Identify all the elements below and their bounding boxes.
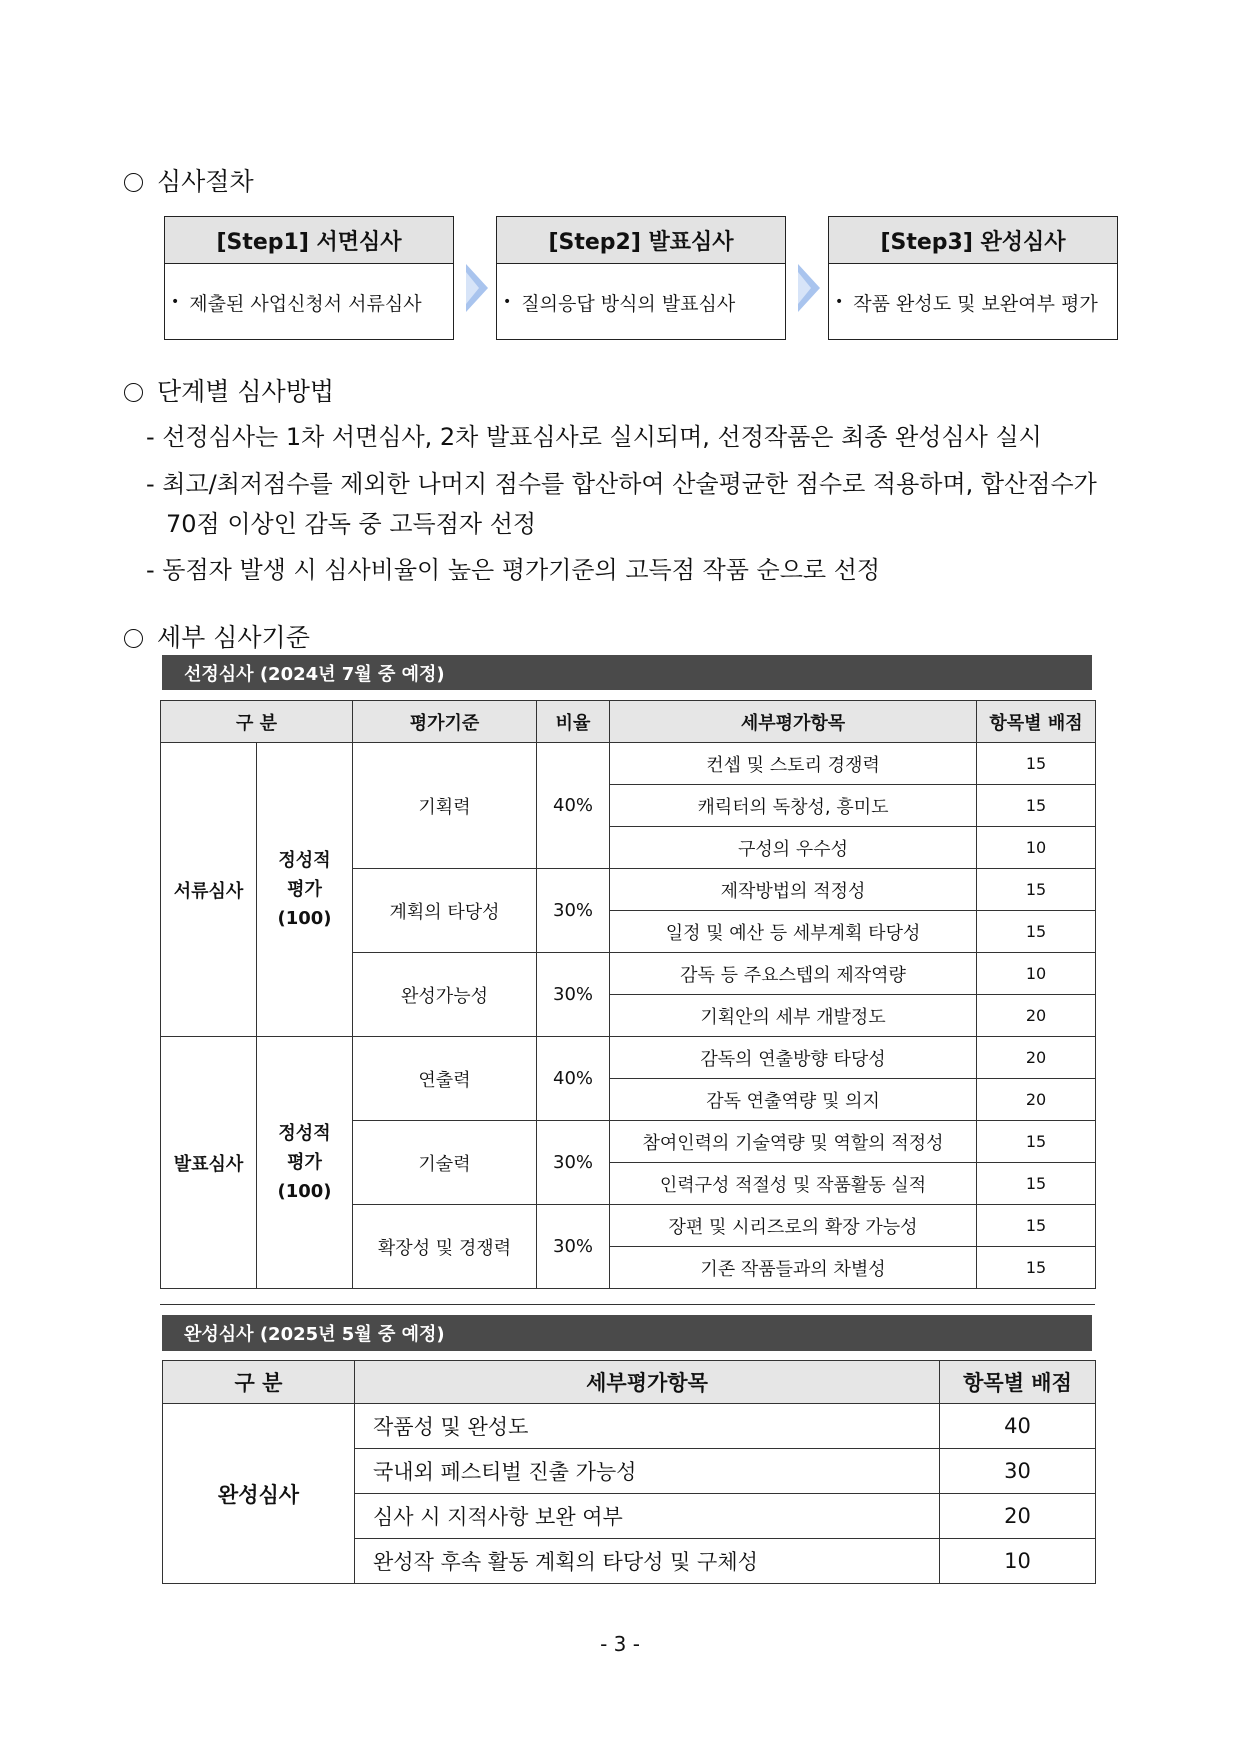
step-desc-row [829, 264, 1117, 340]
eval-type-line: 평가 [287, 879, 322, 900]
table-separator-line [160, 1304, 1095, 1305]
eval-type-line: 평가 [287, 1152, 322, 1173]
ratio-cell: 40% [537, 1037, 610, 1121]
header-criteria: 평가기준 [353, 701, 537, 743]
score-cell: 30 [940, 1449, 1096, 1494]
item-cell: 감독의 연출방향 타당성 [610, 1037, 977, 1079]
section-heading-text: 세부 심사기준 [157, 623, 310, 652]
eval-type-line: 정성적 [278, 1123, 331, 1144]
score-cell: 20 [940, 1494, 1096, 1539]
score-cell: 15 [977, 1163, 1096, 1205]
chevron-right-icon [466, 264, 488, 312]
bullet-dot: • [503, 294, 512, 310]
criteria-cell: 연출력 [353, 1037, 537, 1121]
step-box-2 [496, 216, 786, 340]
eval-type-cell [257, 1037, 353, 1289]
eval-type-line: (100) [277, 1181, 332, 1202]
criteria-cell: 기획력 [353, 743, 537, 869]
bullet-dot: • [835, 294, 844, 310]
page-number: - 3 - [600, 1632, 640, 1656]
eval-type-cell [257, 743, 353, 1037]
step-box-1 [164, 216, 454, 340]
ratio-cell: 30% [537, 953, 610, 1037]
section-heading-text: 심사절차 [157, 167, 254, 196]
method-line-3: - 동점자 발생 시 심사비율이 높은 평가기준의 고득점 작품 순으로 선정 [146, 556, 881, 584]
score-cell: 20 [977, 1037, 1096, 1079]
item-cell: 제작방법의 적정성 [610, 869, 977, 911]
score-cell: 15 [977, 785, 1096, 827]
item-cell: 컨셉 및 스토리 경쟁력 [610, 743, 977, 785]
ratio-cell: 30% [537, 1205, 610, 1289]
step-desc-row [165, 264, 453, 340]
section-heading-text: 단계별 심사방법 [157, 377, 334, 406]
score-cell: 10 [977, 953, 1096, 995]
score-cell: 10 [940, 1539, 1096, 1584]
score-cell: 15 [977, 1247, 1096, 1289]
header-category: 구 분 [161, 701, 353, 743]
step-title: [Step1] 서면심사 [165, 217, 453, 264]
table-header-row [163, 1361, 1096, 1404]
table-row [161, 1037, 1096, 1079]
step-desc-row [497, 264, 785, 340]
table-header-row [161, 701, 1096, 743]
stage-cell: 완성심사 [163, 1404, 355, 1584]
item-cell: 심사 시 지적사항 보완 여부 [355, 1494, 940, 1539]
item-cell: 기획안의 세부 개발정도 [610, 995, 977, 1037]
criteria-cell: 기술력 [353, 1121, 537, 1205]
method-line-2: - 최고/최저점수를 제외한 나머지 점수를 합산하여 산술평균한 점수로 적용하며, 합산점수가 [146, 470, 1097, 498]
item-cell: 구성의 우수성 [610, 827, 977, 869]
ratio-cell: 30% [537, 869, 610, 953]
score-cell: 10 [977, 827, 1096, 869]
step-title: [Step3] 완성심사 [829, 217, 1117, 264]
header-score: 항목별 배점 [940, 1361, 1096, 1404]
score-cell: 15 [977, 743, 1096, 785]
step-desc: 작품 완성도 및 보완여부 평가 [853, 292, 1098, 315]
header-category: 구 분 [163, 1361, 355, 1404]
header-detail-item: 세부평가항목 [355, 1361, 940, 1404]
section-heading-method [124, 376, 334, 408]
table-row [163, 1404, 1096, 1449]
stage-cell: 발표심사 [161, 1037, 257, 1289]
ratio-cell: 30% [537, 1121, 610, 1205]
item-cell: 작품성 및 완성도 [355, 1404, 940, 1449]
selection-criteria-table [160, 700, 1096, 1289]
eval-type-line: (100) [277, 908, 332, 929]
circle-bullet-icon [124, 173, 143, 192]
criteria-cell: 확장성 및 경쟁력 [353, 1205, 537, 1289]
section-heading-criteria [124, 622, 310, 654]
item-cell: 인력구성 적절성 및 작품활동 실적 [610, 1163, 977, 1205]
item-cell: 캐릭터의 독창성, 흥미도 [610, 785, 977, 827]
header-ratio: 비율 [537, 701, 610, 743]
table-row [161, 743, 1096, 785]
item-cell: 감독 등 주요스텝의 제작역량 [610, 953, 977, 995]
chevron-right-icon [798, 264, 820, 312]
method-line-1: - 선정심사는 1차 서면심사, 2차 발표심사로 실시되며, 선정작품은 최종 완성심사 실시 [146, 423, 1042, 451]
score-cell: 40 [940, 1404, 1096, 1449]
ratio-cell: 40% [537, 743, 610, 869]
header-detail-item: 세부평가항목 [610, 701, 977, 743]
section-heading-procedure [124, 166, 254, 198]
completion-criteria-table [162, 1360, 1096, 1584]
score-cell: 15 [977, 1205, 1096, 1247]
item-cell: 기존 작품들과의 차별성 [610, 1247, 977, 1289]
score-cell: 20 [977, 1079, 1096, 1121]
bullet-dot: • [171, 294, 180, 310]
step-desc: 질의응답 방식의 발표심사 [521, 292, 736, 315]
item-cell: 완성작 후속 활동 계획의 타당성 및 구체성 [355, 1539, 940, 1584]
item-cell: 장편 및 시리즈로의 확장 가능성 [610, 1205, 977, 1247]
criteria-cell: 계획의 타당성 [353, 869, 537, 953]
circle-bullet-icon [124, 629, 143, 648]
step-desc: 제출된 사업신청서 서류심사 [189, 292, 422, 315]
table1-title-bar: 선정심사 (2024년 7월 중 예정) [162, 655, 1092, 690]
table2-title-bar: 완성심사 (2025년 5월 중 예정) [162, 1315, 1092, 1351]
item-cell: 국내외 페스티벌 진출 가능성 [355, 1449, 940, 1494]
score-cell: 20 [977, 995, 1096, 1037]
criteria-cell: 완성가능성 [353, 953, 537, 1037]
item-cell: 감독 연출역량 및 의지 [610, 1079, 977, 1121]
step-title: [Step2] 발표심사 [497, 217, 785, 264]
eval-type-line: 정성적 [278, 850, 331, 871]
score-cell: 15 [977, 869, 1096, 911]
item-cell: 일정 및 예산 등 세부계획 타당성 [610, 911, 977, 953]
header-score: 항목별 배점 [977, 701, 1096, 743]
step-box-3 [828, 216, 1118, 340]
circle-bullet-icon [124, 383, 143, 402]
stage-cell: 서류심사 [161, 743, 257, 1037]
score-cell: 15 [977, 1121, 1096, 1163]
method-line-2-cont: 70점 이상인 감독 중 고득점자 선정 [166, 510, 537, 538]
item-cell: 참여인력의 기술역량 및 역할의 적정성 [610, 1121, 977, 1163]
score-cell: 15 [977, 911, 1096, 953]
